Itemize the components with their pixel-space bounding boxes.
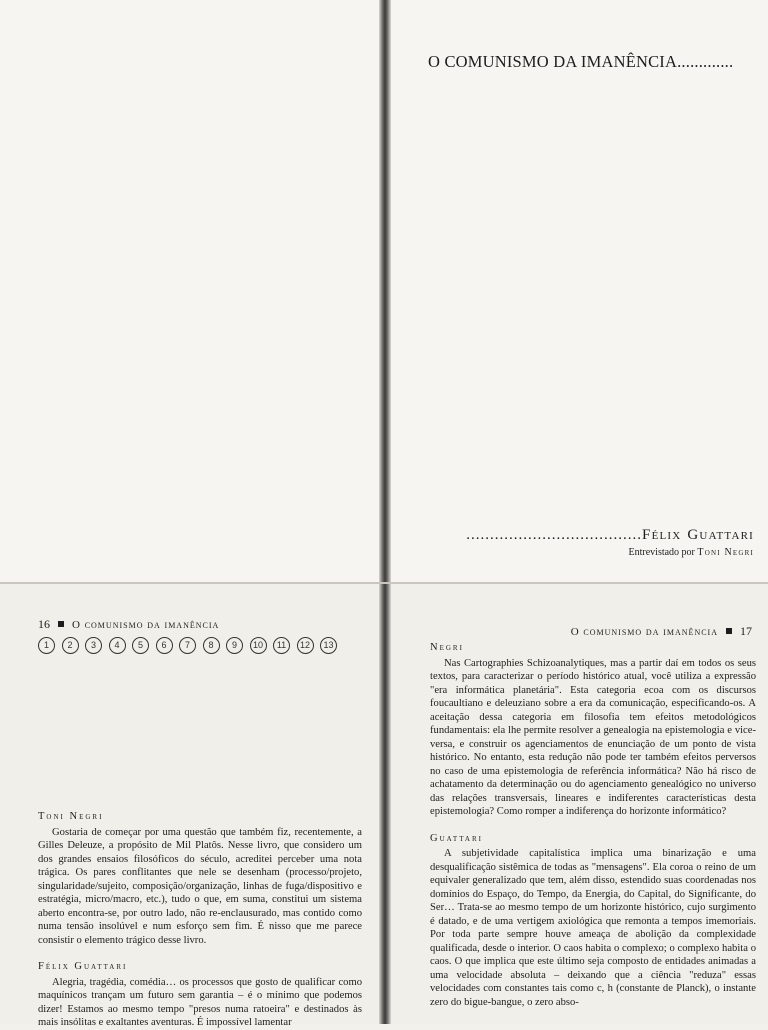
speaker-label: Félix Guattari (38, 961, 128, 972)
circle-number: 9 (226, 637, 243, 654)
circle-number: 6 (156, 637, 173, 654)
speaker-label: Guattari (430, 832, 483, 844)
paragraph: Nas Cartographies Schizoanalytiques, mas a partir daí em todos os seus textos, para caracterizar o período histórico atual, você utiliza a expressão "era informática planetária". Esta categoria ecoa com os discursos foucaultiano e deleuziano sobre a era da comunicação, especificando-os. A aceitação dessa categoria em filosofia tem efeitos metodológicos fundamentais: ela lhe permite resolver a genealogia na epistemologia e vice-versa, e construir os agenciamentos de enunciação de um ponto de vista histórico. No entanto, esta redução não pode ter também efeitos perversos no caso de uma epistemologia de referência informática? Não há risco de achatamento da determinação ou do agenciamento genealógico no universo das relações transversais, lineares e indiferentes características desta epistemologia? Como romper a indiferença do horizonte informático? (430, 657, 756, 817)
author-leader: ..................................... (466, 527, 643, 543)
book-gutter (379, 0, 391, 582)
right-running-head (571, 624, 752, 639)
right-page-text (430, 641, 756, 1009)
circle-number: 3 (85, 637, 102, 654)
author-name (466, 527, 754, 544)
interviewer-name: Toni Negri (697, 547, 754, 558)
right-running-title: O comunismo da imanência (570, 626, 718, 638)
circle-number: 5 (132, 637, 149, 654)
interview-label: Entrevistado por (628, 547, 695, 558)
interview-credit (466, 547, 754, 558)
square-bullet-icon (58, 621, 64, 627)
circle-number: 7 (179, 637, 196, 654)
author-last-name: Guattari (687, 527, 754, 543)
left-page-text (38, 810, 362, 1030)
circle-number: 4 (109, 637, 126, 654)
book-gutter-lower (379, 584, 391, 1024)
circle-number: 2 (62, 637, 79, 654)
chapter-title-text: O COMUNISMO DA IMANÊNCIA (428, 52, 678, 71)
circle-number: 11 (273, 637, 290, 654)
speaker-label: Toni Negri (38, 811, 104, 822)
circle-number: 1 (38, 637, 55, 654)
square-bullet-icon (726, 628, 732, 634)
circle-number: 8 (203, 637, 220, 654)
right-page-number: 17 (740, 624, 752, 638)
speaker-label: Negri (430, 642, 464, 653)
author-first-name: Félix (642, 527, 682, 543)
title-leader: ............. (677, 52, 734, 71)
circle-number: 10 (250, 637, 267, 654)
paragraph: Gostaria de começar por uma questão que também fiz, recentemente, a Gilles Deleuze, a propósito de Mil Platôs. Nesse livro, que considero um dos grandes ensaios filosóficos do século, acreditei perceber uma nota trágica. Os pares conflitantes que nele se desenham (processo/projeto, singularidade/sujeito, composição/organização, linhas de fuga/dispositivo e estratégia, micro/macro, etc.), tudo o que, em suma, constitui um sistema aberto encontra-se, por outro lado, não re-enclausurado, mas contido como numa tensão insolúvel e num esforço sem fim. É nisso que me parece consistir o elemento trágico desse livro. (38, 826, 362, 946)
circle-number: 12 (297, 637, 314, 654)
numbered-circles (38, 637, 337, 654)
paragraph: Alegria, tragédia, comédia… os processos que gosto de qualificar como maquínicos trançam um futuro sem garantia – é o mínimo que podemos dizer! Estamos ao mesmo tempo "presos numa ratoeira" e destinados às mais insólitas e exaltantes aventuras. É impossível lamentar (38, 976, 362, 1028)
left-running-title: O comunismo da imanência (72, 619, 220, 631)
paragraph: A subjetividade capitalística implica uma binarização e uma desqualificação sistêmica de todas as "mensagens". Ela coroa o reino de um equivaler generalizado que tem, além disso, estendido suas coordenadas nos domínios do Espaço, do Tempo, da Energia, do Capital, do Significante, do Ser… Trata-se ao mesmo tempo de um horizonte histórico, cujo surgimento é datado, e de uma vertigem axiológica que remonta a tempos imemoriais. Por toda parte sempre houve ameaça de abolição da complexidade qualificada, desde o interior. O caos habita o complexo; o complexo habita o caos. O que implica que este último seja composto de entidades animadas a uma velocidade absoluta – deixando que a ciência "reduza" essas velocidades com constantes tais como c, h (constante de Planck), o instante zero do bigue-bangue, o zero abso- (430, 848, 756, 1008)
circle-number: 13 (320, 637, 337, 654)
chapter-title (428, 52, 733, 72)
left-running-head (38, 617, 219, 632)
author-block (466, 527, 754, 558)
left-page-number: 16 (38, 617, 50, 631)
